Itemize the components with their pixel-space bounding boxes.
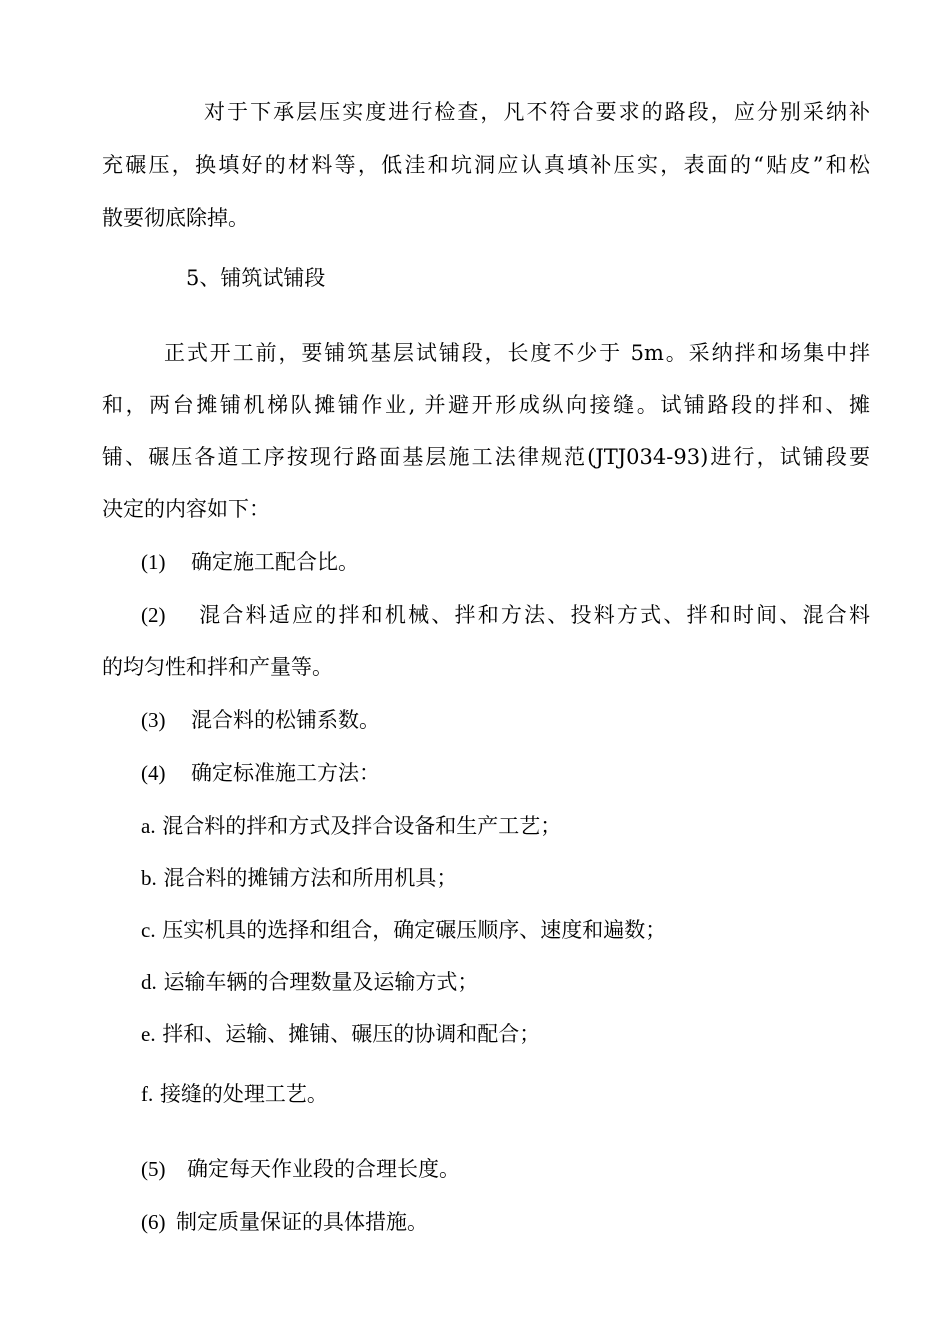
sub-item-text: 运输车辆的合理数量及运输方式；: [163, 970, 479, 994]
sub-list-item: [141, 968, 478, 996]
item-continuation: 的均匀性和拌和产量等。: [102, 655, 333, 679]
item-number: (4): [141, 761, 166, 785]
list-item: [141, 1208, 428, 1236]
sub-item-letter: d.: [141, 970, 157, 994]
list-item: [141, 1155, 460, 1183]
sub-item-text: 拌和、运输、摊铺、碾压的协调和配合；: [162, 1022, 541, 1046]
section-heading: 5、铺筑试铺段: [186, 266, 326, 290]
item-text: 确定施工配合比。: [191, 550, 359, 574]
item-number: (3): [141, 708, 166, 732]
sub-item-letter: e.: [141, 1022, 156, 1046]
paragraph-1-line-3: 散要彻底除掉。: [102, 206, 249, 230]
sub-list-item: [141, 916, 666, 944]
item-number: (5): [141, 1157, 166, 1181]
paragraph-2-line-2: 和，两台摊铺机梯队摊铺作业, 并避开形成纵向接缝。试铺路段的拌和、摊: [102, 393, 870, 417]
paragraph-1-line-1: 对于下承层压实度进行检查，凡不符合要求的路段，应分别采纳补: [204, 100, 870, 124]
item-number: (1): [141, 550, 166, 574]
item-text: 混合料适应的拌和机械、拌和方法、投料方式、拌和时间、混合料: [197, 603, 870, 627]
sub-item-letter: c.: [141, 918, 156, 942]
list-item: [141, 706, 380, 734]
item-number: (2): [141, 603, 166, 627]
paragraph-2-line-4: 决定的内容如下：: [102, 497, 270, 521]
item-text: 确定标准施工方法：: [191, 761, 380, 785]
item-text: 混合料的松铺系数。: [191, 708, 380, 732]
list-item: [141, 601, 870, 629]
sub-item-letter: b.: [141, 866, 157, 890]
sub-list-item: [141, 864, 457, 892]
sub-item-letter: f.: [141, 1082, 154, 1106]
list-item: [141, 548, 359, 576]
sub-item-text: 混合料的拌和方式及拌合设备和生产工艺；: [162, 814, 562, 838]
list-item: [141, 759, 380, 787]
item-number: (6): [141, 1210, 166, 1234]
sub-item-text: 接缝的处理工艺。: [159, 1082, 328, 1106]
paragraph-2-line-3: 铺、碾压各道工序按现行路面基层施工法律规范(JTJ034-93)进行，试铺段要: [102, 445, 870, 469]
sub-item-letter: a.: [141, 814, 156, 838]
sub-list-item: [141, 1080, 328, 1108]
sub-item-text: 混合料的摊铺方法和所用机具；: [163, 866, 458, 890]
item-text: 确定每天作业段的合理长度。: [187, 1157, 460, 1181]
sub-list-item: [141, 812, 561, 840]
sub-item-text: 压实机具的选择和组合，确定碾压顺序、速度和遍数；: [162, 918, 667, 942]
paragraph-2-line-1: 正式开工前，要铺筑基层试铺段，长度不少于 5m。采纳拌和场集中拌: [164, 341, 870, 365]
paragraph-1-line-2: 充碾压，换填好的材料等，低洼和坑洞应认真填补压实，表面的“贴皮”和松: [102, 153, 870, 177]
sub-list-item: [141, 1020, 540, 1048]
item-text: 制定质量保证的具体措施。: [176, 1210, 428, 1234]
